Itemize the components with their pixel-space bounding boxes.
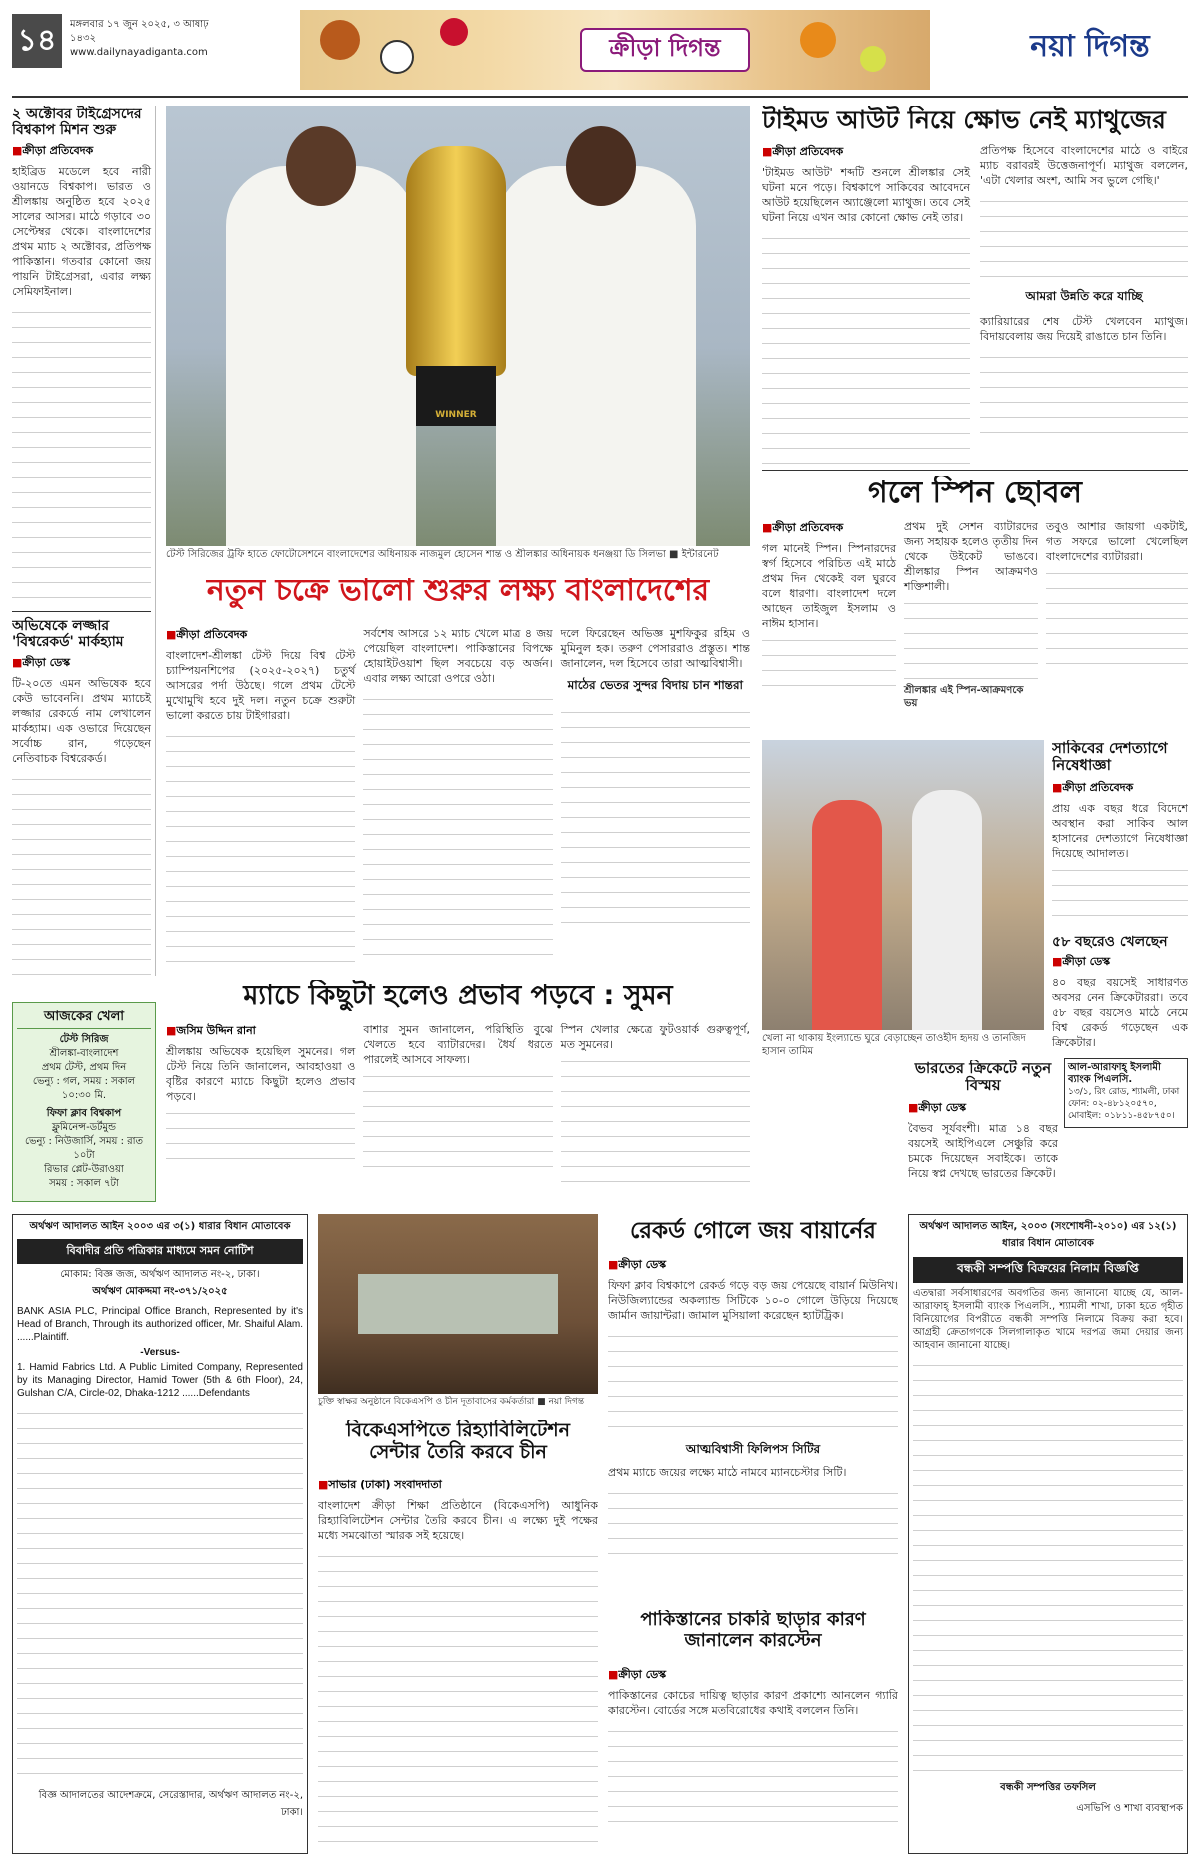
court-defendant: 1. Hamid Fabrics Ltd. A Public Limited Company, Represented by its Managing Director, Hamid Tower (5th & 6th Floor), 24, Gulshan C/A, Circle-02, Dhaka-1212 ......Defendants xyxy=(17,1362,303,1399)
spin-article xyxy=(762,476,1188,746)
bksp-caption xyxy=(318,1396,598,1409)
today-item: টেস্ট সিরিজ xyxy=(59,1034,109,1045)
article-continued xyxy=(980,192,1188,282)
bank-address: ১৩/১, রিং রোড, শ্যামলী, ঢাকা xyxy=(1068,1087,1180,1097)
article-body: পাকিস্তানের কোচের দায়িত্ব ছাড়ার কারণ প্রকাশ্যে আনলেন গ্যারি কারস্টেন। বোর্ডের সঙ্গে মতবিরোধের কথাই বললেন তিনি। xyxy=(608,1689,898,1717)
byline: ■ ক্রীড়া প্রতিবেদক xyxy=(762,519,896,538)
main-headline: নতুন চক্রে ভালো শুরুর লক্ষ্য বাংলাদেশের xyxy=(206,574,710,608)
person-right xyxy=(912,790,982,1030)
bank-phone: ফোন: ০২-৪৮১২০৫৭০, মোবাইল: ০১৮১১-৪৫৮৭৫০। xyxy=(1068,1099,1175,1121)
article-body: শ্রীলঙ্কায় অভিষেক হয়েছিল সুমনের। গল টেস্ট নিয়ে তিনি জানালেন, আবহাওয়া ও বৃষ্টির কারণে ম্যাচে কিছুটা হলেও প্রভাব পড়বে। xyxy=(166,1045,356,1103)
wonder-article xyxy=(908,1060,1058,1210)
article-body: প্রতিপক্ষ হিসেবে বাংলাদেশের মাঠে ও বাইরে ম্যাচ বরাবরই উত্তেজনাপূর্ণ। ম্যাথুজ বললেন, 'এটা খেলার অংশ, আমি সব ভুলে গেছি।' xyxy=(980,143,1188,187)
bank-schedule: বন্ধকী সম্পত্তির তফসিল xyxy=(1000,1782,1096,1793)
bayern-article xyxy=(608,1256,898,1596)
headline-58: ৫৮ বছরেও খেলছেন xyxy=(1052,934,1168,950)
tourist-photo xyxy=(762,740,1044,1030)
tennis-ball-icon xyxy=(860,46,886,72)
subhead: আত্মবিশ্বাসী ফিলিপস সিটির xyxy=(685,1442,821,1456)
article-body: বাশার সুমন জানালেন, পরিস্থিতি বুঝে খেলতে হবে ব্যাটারদের। ধৈর্য ধরতে পারলেই আসবে সাফল্য। xyxy=(363,1023,553,1066)
timed-out-article xyxy=(762,106,1188,506)
court-versus: -Versus- xyxy=(140,1347,180,1358)
article-continued xyxy=(1046,564,1188,674)
spin-caption: শ্রীলঙ্কার এই স্পিন-আক্রমণকে ভয় xyxy=(904,684,1024,709)
byline: ■ ক্রীড়া প্রতিবেদক xyxy=(166,626,355,645)
headline-sumon: ম্যাচে কিছুটা হলেও প্রভাব পড়বে : সুমন xyxy=(243,980,673,1011)
article-body: সর্বশেষ আসরে ১২ ম্যাচ খেলে মাত্র ৪ জয় পেয়েছিল বাংলাদেশ। পাকিস্তানের বিপক্ষে হোয়াইটওয়াশ ছিল সবচেয়ে বড় অর্জন। এবার লক্ষ্য আরো ওপরে ওঠা। xyxy=(363,627,553,685)
date-line xyxy=(70,18,220,60)
headline-spin: গলে স্পিন ছোবল xyxy=(868,476,1082,510)
caption-text: টেস্ট সিরিজের ট্রফি হাতে ফোটোসেশনে বাংলাদেশের অধিনায়ক নাজমুল হোসেন শান্ত ও শ্রীলঙ্কার অধিনায়ক ধনঞ্জয়া ডি সিলভা xyxy=(166,549,666,560)
age58-article xyxy=(1052,934,1188,1054)
today-item: ভেন্যু : নিউজার্সি, সময় : রাত ১০টা xyxy=(24,1136,144,1161)
player-right xyxy=(496,166,696,546)
byline: ■ ক্রীড়া প্রতিবেদক xyxy=(762,143,970,162)
person-left xyxy=(812,800,882,1030)
article-body: হাইব্রিড মডেলে হবে নারী ওয়ানডে বিশ্বকাপ। ভারত ও শ্রীলঙ্কায় অনুষ্ঠিত হবে ২০২৫ সালের আসর। মাঠে গড়াবে ৩০ সেপ্টেম্বর থেকে। বাংলাদেশের প্রথম ম্যাচ ২ অক্টোবর, প্রতিপক্ষ পাকিস্তান। গতবার কোনো জয় পায়নি টাইগ্রেসরা, এবার লক্ষ্য সেমিফাইনাল। xyxy=(12,165,151,299)
article-continued xyxy=(608,1722,898,1832)
headline-bayern: রেকর্ড গোলে জয় বায়ার্নের xyxy=(630,1218,876,1244)
article-body: প্রথম দুই সেশন ব্যাটারদের জন্য সহায়ক হলেও তৃতীয় দিন থেকে উইকেট ভাঙবে। শ্রীলঙ্কার স্পিন আক্রমণও শক্তিশালী। xyxy=(904,519,1038,593)
article-continued xyxy=(980,348,1188,438)
article-body: স্পিন খেলার ক্ষেত্রে ফুটওয়ার্ক গুরুত্বপূর্ণ, মত সুমনের। xyxy=(560,1023,750,1051)
article-continued xyxy=(363,690,552,960)
ball-icon xyxy=(320,20,360,60)
article-body: প্রথম ম্যাচে জয়ের লক্ষ্যে মাঠে নামবে ম্যানচেস্টার সিটি। xyxy=(608,1466,847,1479)
today-item: শ্রীলঙ্কা-বাংলাদেশ xyxy=(49,1048,119,1059)
article-continued xyxy=(762,229,970,469)
signing-table xyxy=(358,1274,558,1334)
byline: ■ ক্রীড়া ডেস্ক xyxy=(12,654,155,673)
article-continued xyxy=(166,1104,355,1164)
bank-terms xyxy=(913,1356,1183,1776)
today-item: রিভার প্লেট-উরাওয়া xyxy=(44,1164,124,1175)
photo-credit-icon: ■ xyxy=(669,549,679,560)
headline-bksp: বিকেএসপিতে রিহ্যাবিলিটেশন সেন্টার তৈরি করবে চীন xyxy=(346,1420,570,1463)
headline-markham: অভিষেকে লজ্জার 'বিশ্বরেকর্ড' মার্কহ্যাম xyxy=(12,618,124,651)
article-continued xyxy=(12,303,151,603)
byline: ■ সাভার (ঢাকা) সংবাদদাতা xyxy=(318,1476,598,1495)
article-continued xyxy=(1052,861,1188,931)
bank-signature: এসভিপি ও শাখা ব্যবস্থাপক xyxy=(1076,1803,1183,1814)
article-continued xyxy=(608,1484,898,1554)
byline: ■ ক্রীড়া প্রতিবেদক xyxy=(1052,779,1188,798)
basketball-icon xyxy=(800,22,836,58)
court-case-no: অর্থঋণ মোকদ্দমা নং-৩৭১/২০২৫ xyxy=(92,1286,228,1297)
headline-sakib: সাকিবের দেশত্যাগে নিষেধাজ্ঞা xyxy=(1052,740,1168,775)
bank-law-line: অর্থঋণ আদালত আইন, ২০০৩ (সংশোধনী-২০১০) এর ১২(১) ধারার বিধান মোতাবেক xyxy=(919,1221,1177,1249)
hero-photo xyxy=(166,106,750,546)
byline: ■ ক্রীড়া ডেস্ক xyxy=(1052,953,1188,972)
hero-caption xyxy=(166,548,750,561)
bank-name: আল-আরাফাহ্ ইসলামী ব্যাংক পিএলসি. xyxy=(1068,1062,1161,1085)
article-continued xyxy=(904,594,1038,684)
article-body: দলে ফিরেছেন অভিজ্ঞ মুশফিকুর রহিম ও মুমিনুল হক। তরুণ পেসাররাও প্রস্তুত। শান্ত জানালেন, দল হিসেবে তারা আত্মবিশ্বাসী। xyxy=(560,627,750,670)
byline: ■ ক্রীড়া ডেস্ক xyxy=(608,1256,898,1275)
subhead: আমরা উন্নতি করে যাচ্ছি xyxy=(1025,288,1143,303)
article-continued xyxy=(318,1547,598,1847)
photo-credit: নয়া দিগন্ত xyxy=(548,1397,585,1407)
article-continued xyxy=(561,703,750,923)
article-continued xyxy=(608,1327,898,1437)
player-left-head xyxy=(286,126,356,206)
caption-text: চুক্তি স্বাক্ষর অনুষ্ঠানে বিকেএসপি ও চীন দূতাবাসের কর্মকর্তারা xyxy=(318,1397,535,1407)
byline: ■ জসিম উদ্দিন রানা xyxy=(166,1022,355,1041)
court-footer: বিজ্ঞ আদালতের আদেশক্রমে, সেরেস্তাদার, অর্থঋণ আদালত নং-২, ঢাকা। xyxy=(38,1790,303,1818)
today-title: আজকের খেলা xyxy=(17,1007,151,1029)
bank-body: এতদ্বারা সর্বসাধারণের অবগতির জন্য জানানো যাচ্ছে যে, আল-আরাফাহ্ ইসলামী ব্যাংক পিএলসি., শ্যামলী শাখা, ঢাকা হতে গৃহীত বিনিয়োগের বিপরীতে বন্ধকী সম্পত্তি নিলামে বিক্রয় করা হবে। আগ্রহী ক্রেতাগণকে সিলগালাকৃত খামে দরপত্র জমা দেয়ার জন্য আহবান জানানো যাচ্ছে। xyxy=(913,1288,1183,1351)
article-continued xyxy=(561,1052,750,1182)
date-text: মঙ্গলবার ১৭ জুন ২০২৫, ৩ আষাঢ় ১৪৩২ xyxy=(70,19,209,44)
photo-credit-icon: ■ xyxy=(537,1397,546,1407)
court-details xyxy=(17,1404,303,1784)
article-body: ফিফা ক্লাব বিশ্বকাপে রেকর্ড গড়ে বড় জয় পেয়েছে বায়ার্ন মিউনিখ। নিউজিল্যান্ডের অকল্যান্ড সিটিকে ১০-০ গোলে উড়িয়ে দিয়েছে জার্মান জায়ান্টরা। জামাল মুসিয়ালা করেছেন হ্যাটট্রিক। xyxy=(608,1279,898,1322)
subhead: মাঠের ভেতর সুন্দর বিদায় চান শান্তরা xyxy=(567,678,744,692)
pak-article xyxy=(608,1666,898,1856)
player-right-head xyxy=(566,126,636,206)
today-list xyxy=(17,1033,151,1191)
article-body: বাংলাদেশ-শ্রীলঙ্কা টেস্ট দিয়ে বিশ্ব টেস্ট চ্যাম্পিয়নশিপের (২০২৫-২০২৭) চতুর্থ আসরের পর্দা উঠছে। গলে প্রথম টেস্টে মুখোমুখি হবে দুই দল। নতুন চক্রে শুরুটা ভালো করতে চায় টাইগাররা। xyxy=(166,649,356,722)
trophy-base: WINNER xyxy=(416,366,496,426)
main-article xyxy=(166,626,750,976)
website-link[interactable]: www.dailynayadiganta.com xyxy=(70,47,208,58)
article-body: প্রায় এক বছর ধরে বিদেশে অবস্থান করা সাকিব আল হাসানের দেশত্যাগে নিষেধাজ্ঞা দিয়েছে আদালত। xyxy=(1052,801,1188,860)
section-title: ক্রীড়া দিগন্ত xyxy=(580,28,750,72)
tourist-caption: খেলা না থাকায় ইংল্যান্ডে ঘুরে বেড়াচ্ছেন তাওহীদ হৃদয় ও তানজিদ হাসান তামিম xyxy=(762,1033,1026,1057)
article-body: বাংলাদেশ ক্রীড়া শিক্ষা প্রতিষ্ঠানে (বিকেএসপি) আধুনিক রিহ্যাবিলিটেশন সেন্টার তৈরি করবে চীন। এ লক্ষ্যে দুই পক্ষের মধ্যে সমঝোতা স্মারক সই হয়েছে। xyxy=(318,1499,598,1542)
article-body: 'টাইমড আউট' শব্দটি শুনলে শ্রীলঙ্কার সেই ঘটনা মনে পড়ে। বিশ্বকাপে সাকিবের আবেদনে আউট হয়েছিলেন অ্যাঞ্জেলো ম্যাথুজ। তবে সেই ঘটনা নিয়ে এখন আর কোনো ক্ষোভ নেই তার। xyxy=(762,165,970,224)
court-title: বিবাদীর প্রতি পত্রিকার মাধ্যমে সমন নোটিশ xyxy=(17,1239,303,1264)
bksp-photo xyxy=(318,1214,598,1394)
byline: ■ ক্রীড়া ডেস্ক xyxy=(908,1099,1058,1118)
court-law: অর্থঋণ আদালত আইন ২০০৩ এর ৩(১) ধারার বিধান মোতাবেক xyxy=(29,1221,291,1232)
photo-credit: ইন্টারনেট xyxy=(681,549,719,560)
article-body: গল মানেই স্পিন। স্পিনারদের স্বর্গ হিসেবে পরিচিত এই মাঠে প্রথম দিন থেকেই বল ঘুরবে বলে ধারণা। বাংলাদেশ দলে আছেন তাইজুল ইসলাম ও নাঈম হাসান। xyxy=(762,541,896,630)
article-body: ৪০ বছর বয়সেই সাধারণত অবসর নেন ক্রিকেটাররা। তবে ৫৮ বছর বয়সেও মাঠে নেমে বিশ্ব রেকর্ড গড়েছেন এক ক্রিকেটার। xyxy=(1052,976,1188,1050)
headline-wonder: ভারতের ক্রিকেটে নতুন বিস্ময় xyxy=(914,1060,1052,1095)
bank-notice xyxy=(908,1214,1188,1854)
trophy xyxy=(406,146,506,376)
divider xyxy=(12,611,151,612)
bank-notice-title: বন্ধকী সম্পত্তি বিক্রয়ের নিলাম বিজ্ঞপ্তি xyxy=(913,1257,1183,1283)
sumon-article xyxy=(166,1022,750,1202)
football-icon xyxy=(380,40,414,74)
article-body: তবুও আশার জায়গা একটাই, গত সফরে ভালো খেলেছিল বাংলাদেশের ব্যাটাররা। xyxy=(1046,519,1188,563)
article-body: ক্যারিয়ারের শেষ টেস্ট খেলবেন ম্যাথুজ। বিদায়বেলায় জয় দিয়েই রাঙাতে চান তিনি। xyxy=(980,314,1188,343)
today-item: ভেন্যু : গল, সময় : সকাল ১০:৩০ মি. xyxy=(32,1076,136,1101)
court-case: মোকাম: বিজ্ঞ জজ, অর্থঋণ আদালত নং-২, ঢাকা। xyxy=(60,1269,260,1280)
divider xyxy=(762,470,1188,471)
court-plaintiff: BANK ASIA PLC, Principal Office Branch, Represented by it's Head of Branch, Through its authorized officer, Mr. Shaiful Alam. ......Plaintiff. xyxy=(17,1306,303,1343)
byline: ■ ক্রীড়া ডেস্ক xyxy=(608,1666,898,1685)
article-continued xyxy=(762,631,896,691)
masthead-logo: নয়া দিগন্ত xyxy=(1030,28,1150,64)
player-left xyxy=(226,166,416,546)
headline-timed-out: টাইমড আউট নিয়ে ক্ষোভ নেই ম্যাথুজের xyxy=(762,106,1166,134)
sakib-article xyxy=(1052,740,1188,930)
headline-women-wc: ২ অক্টোবর টাইগ্রেসদের বিশ্বকাপ মিশন শুরু xyxy=(12,106,142,139)
article-continued xyxy=(363,1067,552,1167)
cricket-ball-icon xyxy=(440,18,468,46)
article-body: বৈভব সূর্যবংশী। মাত্র ১৪ বছর বয়সেই আইপিএলে সেঞ্চুরি করে চমকে দিয়েছেন সবাইকে। তাকে নিয়ে স্বপ্ন দেখছে ভারতের ক্রিকেট। xyxy=(908,1121,1058,1180)
today-games-box xyxy=(12,1002,156,1202)
byline: ■ ক্রীড়া প্রতিবেদক xyxy=(12,142,155,161)
court-notice xyxy=(12,1214,308,1854)
today-item: সময় : সকাল ৭টা xyxy=(49,1178,119,1189)
left-column xyxy=(12,106,156,976)
today-item: ফ্লুমিনেন্স-ডর্টমুন্ড xyxy=(51,1122,117,1133)
article-body: টি-২০তে এমন অভিষেক হবে কেউ ভাবেননি। প্রথম ম্যাচেই লজ্জার রেকর্ডে নাম লেখালেন মার্কহ্যাম। এক ওভারে দিয়েছেন সর্বোচ্চ রান, গড়েছেন নেতিবাচক বিশ্বরেকর্ড। xyxy=(12,677,151,766)
page-number: ১৪ xyxy=(12,14,62,68)
header-divider xyxy=(12,96,1188,98)
bksp-article xyxy=(318,1476,598,1856)
today-item: ফিফা ক্লাব বিশ্বকাপ xyxy=(46,1108,122,1119)
article-continued xyxy=(12,770,151,976)
article-continued xyxy=(166,727,355,967)
today-item: প্রথম টেস্ট, প্রথম দিন xyxy=(41,1062,127,1073)
bank-header xyxy=(1064,1058,1188,1128)
headline-pak: পাকিস্তানের চাকরি ছাড়ার কারণ জানালেন কারস্টেন xyxy=(640,1610,866,1651)
